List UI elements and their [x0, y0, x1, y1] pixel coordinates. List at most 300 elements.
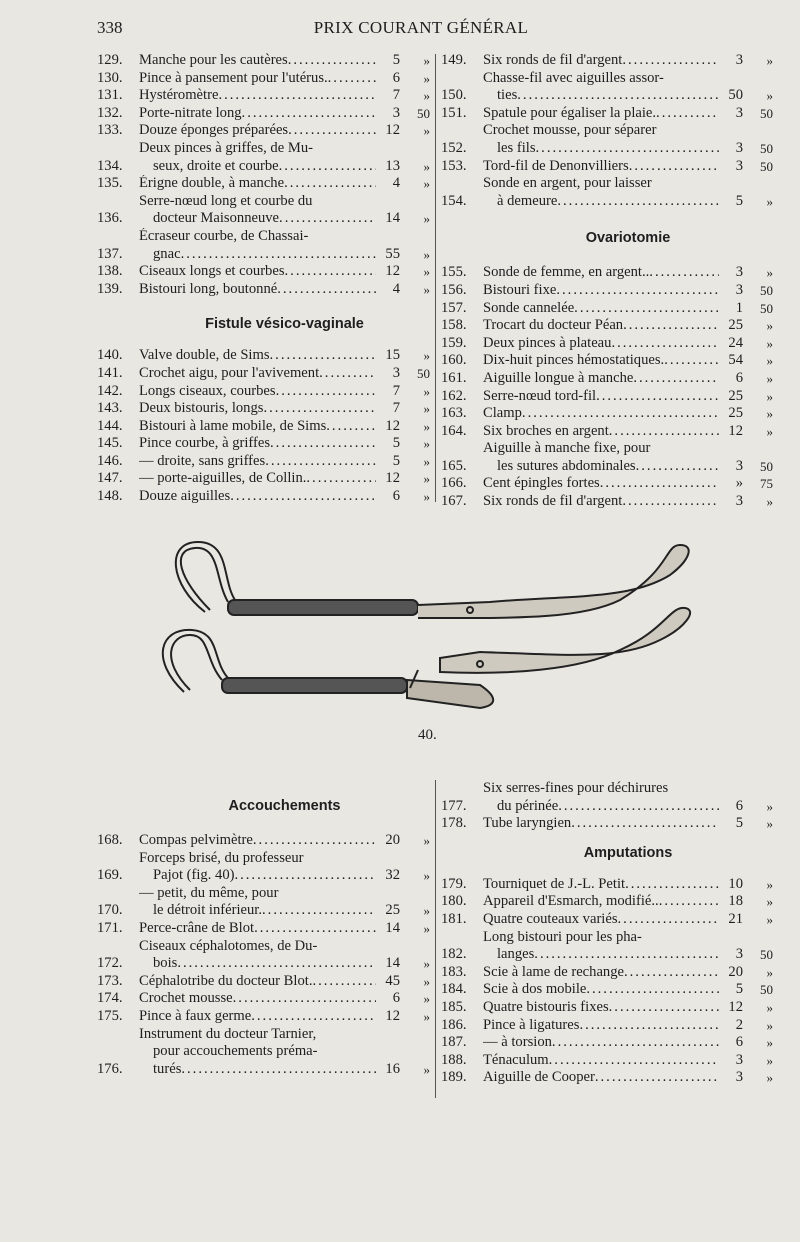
item-description — [483, 405, 719, 423]
item-number: 157. — [441, 299, 467, 316]
item-text: Ciseaux céphalotomes, de Du- — [139, 937, 318, 954]
item-price — [376, 383, 430, 401]
leader-dots — [558, 798, 719, 816]
leader-dots — [326, 418, 376, 436]
item-description — [483, 876, 719, 894]
price-centimes: 50 — [760, 158, 773, 174]
item-description — [483, 423, 719, 441]
item-price — [719, 946, 773, 964]
item-number: 138. — [97, 263, 123, 280]
price-centimes: » — [766, 999, 773, 1015]
leader-dots — [279, 210, 376, 228]
item-text: Serre-nœud tord-fil — [483, 387, 597, 404]
price-francs: 3 — [735, 493, 743, 510]
item-number: 155. — [441, 264, 467, 281]
catalog-item — [97, 365, 430, 383]
running-title: PRIX COURANT GÉNÉRAL — [313, 18, 529, 37]
item-price — [376, 281, 430, 299]
price-francs: 3 — [735, 264, 743, 281]
item-number: 182. — [441, 946, 467, 963]
leader-dots — [596, 388, 719, 406]
catalog-item — [441, 158, 773, 176]
price-centimes: » — [766, 335, 773, 351]
catalog-item — [441, 175, 773, 210]
item-price — [376, 990, 430, 1008]
item-list-accouchements — [97, 832, 430, 1078]
item-description — [483, 493, 719, 511]
item-text: Érigne double, à manche — [139, 175, 285, 192]
item-description — [483, 388, 719, 406]
item-price — [719, 1017, 773, 1035]
catalog-item — [441, 70, 773, 105]
item-description — [483, 475, 719, 493]
leader-dots — [279, 158, 376, 176]
price-francs: 25 — [728, 317, 743, 334]
price-centimes: » — [766, 88, 773, 104]
item-price — [376, 973, 430, 991]
item-number: 129. — [97, 52, 123, 68]
leader-dots — [611, 335, 719, 353]
item-number: 147. — [97, 470, 123, 487]
item-text: Scie à dos mobile — [483, 981, 587, 998]
catalog-item — [441, 335, 773, 353]
catalog-item — [441, 876, 773, 894]
price-francs: 12 — [728, 998, 743, 1015]
leader-dots — [609, 999, 719, 1017]
leader-dots — [234, 867, 376, 885]
item-number: 154. — [441, 192, 467, 209]
item-text: Bistouri fixe — [483, 281, 557, 298]
item-number: 140. — [97, 347, 123, 364]
item-number: 180. — [441, 893, 467, 910]
section-heading-accouchements: Accouchements — [228, 798, 341, 814]
price-francs: 25 — [385, 902, 400, 919]
price-francs: 6 — [735, 369, 743, 386]
item-number: 184. — [441, 981, 467, 998]
price-centimes: 50 — [760, 982, 773, 998]
price-francs: 5 — [392, 435, 400, 452]
item-text: Pince à ligatures — [483, 1016, 580, 1033]
price-centimes: » — [423, 88, 430, 104]
price-francs: 55 — [385, 245, 400, 262]
forceps-illustration — [150, 540, 710, 740]
item-number: 136. — [97, 210, 123, 227]
page-header — [97, 18, 745, 44]
item-text: Serre-nœud long et courbe du — [139, 192, 313, 209]
item-description — [139, 1026, 376, 1079]
item-description — [139, 193, 376, 228]
item-price — [719, 352, 773, 370]
price-francs: 3 — [735, 281, 743, 298]
leader-dots — [277, 281, 376, 299]
price-centimes: » — [423, 453, 430, 469]
price-francs: 12 — [385, 470, 400, 487]
leader-dots — [242, 105, 376, 123]
leader-dots — [633, 370, 719, 388]
leader-dots — [265, 453, 376, 471]
price-francs: 45 — [385, 972, 400, 989]
catalog-item — [97, 488, 430, 506]
item-text: Céphalotribe du docteur Blot. — [139, 972, 313, 989]
item-description — [483, 815, 719, 833]
price-centimes: » — [423, 70, 430, 86]
item-price — [719, 1034, 773, 1052]
price-francs: 14 — [385, 210, 400, 227]
item-number: 188. — [441, 1051, 467, 1068]
item-description — [483, 317, 719, 335]
item-price — [376, 418, 430, 436]
item-price — [376, 832, 430, 850]
item-text: Scie à lame de rechange — [483, 963, 624, 980]
item-price — [376, 210, 430, 228]
item-description — [483, 911, 719, 929]
item-text: — petit, du même, pour — [139, 884, 279, 901]
item-price — [719, 388, 773, 406]
price-francs: 18 — [728, 893, 743, 910]
item-description — [139, 885, 376, 920]
price-centimes: » — [423, 436, 430, 452]
catalog-item — [441, 981, 773, 999]
item-text: Crochet mousse, pour séparer — [483, 122, 657, 139]
item-text: Perce-crâne de Blot — [139, 919, 255, 936]
item-number: 156. — [441, 281, 467, 298]
item-number: 162. — [441, 387, 467, 404]
section-heading-fistule: Fistule vésico-vaginale — [205, 316, 364, 333]
left-column-bottom — [97, 798, 430, 1078]
catalog-item — [441, 264, 773, 282]
item-description — [483, 352, 719, 370]
item-number: 161. — [441, 369, 467, 386]
item-description — [139, 52, 376, 70]
leader-dots — [306, 470, 376, 488]
leader-dots — [609, 423, 719, 441]
price-centimes: » — [423, 903, 430, 919]
item-description — [483, 70, 719, 105]
item-description — [139, 122, 376, 140]
item-text: Valve double, de Sims — [139, 347, 270, 364]
price-centimes: » — [423, 264, 430, 280]
catalog-item — [97, 435, 430, 453]
price-centimes: » — [423, 123, 430, 139]
price-centimes: » — [766, 265, 773, 281]
item-description — [139, 263, 376, 281]
leader-dots — [177, 955, 376, 973]
leader-dots — [181, 246, 376, 264]
catalog-item — [97, 52, 430, 70]
item-text: Tord-fil de Denonvilliers — [483, 157, 629, 174]
item-list-perinee — [441, 780, 773, 833]
item-number: 144. — [97, 417, 123, 434]
item-description — [139, 990, 376, 1008]
item-text: langes — [497, 946, 535, 963]
price-centimes: » — [766, 1070, 773, 1086]
catalog-item — [97, 193, 430, 228]
price-centimes: » — [423, 956, 430, 972]
leader-dots — [622, 52, 719, 70]
item-number: 167. — [441, 493, 467, 510]
item-description — [483, 1052, 719, 1070]
leader-dots — [319, 365, 376, 383]
leader-dots — [622, 493, 719, 511]
item-description — [483, 999, 719, 1017]
catalog-item — [97, 885, 430, 920]
price-centimes: » — [423, 383, 430, 399]
price-francs: 20 — [385, 832, 400, 848]
item-price — [376, 435, 430, 453]
item-number: 171. — [97, 919, 123, 936]
price-francs: 6 — [735, 797, 743, 814]
price-centimes: » — [423, 53, 430, 68]
item-price — [376, 365, 430, 383]
item-text: les sutures abdominales — [497, 457, 636, 474]
right-column-bottom — [441, 780, 773, 1087]
item-number: 178. — [441, 815, 467, 832]
item-number: 165. — [441, 457, 467, 474]
price-francs: 5 — [735, 981, 743, 998]
price-centimes: » — [766, 193, 773, 209]
item-price — [376, 470, 430, 488]
item-number: 183. — [441, 963, 467, 980]
price-centimes: » — [766, 911, 773, 927]
item-description — [483, 780, 719, 815]
price-centimes: » — [423, 471, 430, 487]
price-francs: 3 — [735, 139, 743, 156]
price-francs: 25 — [728, 387, 743, 404]
catalog-item — [97, 347, 430, 365]
item-price — [376, 105, 430, 123]
item-text: Six ronds de fil d'argent — [483, 52, 623, 68]
price-centimes: » — [766, 1052, 773, 1068]
item-text: Deux bistouris, longs — [139, 400, 264, 417]
catalog-item — [441, 929, 773, 964]
catalog-item — [441, 893, 773, 911]
price-francs: 13 — [385, 157, 400, 174]
item-number: 131. — [97, 87, 123, 104]
catalog-item — [97, 470, 430, 488]
price-francs: 6 — [735, 1034, 743, 1051]
item-description — [139, 87, 376, 105]
item-text: Aiguille de Cooper — [483, 1069, 595, 1086]
price-centimes: » — [766, 798, 773, 814]
leader-dots — [659, 893, 719, 911]
price-francs: 4 — [392, 280, 400, 297]
item-number: 133. — [97, 122, 123, 139]
item-price — [719, 964, 773, 982]
leader-dots — [571, 815, 719, 833]
item-text: Dix-huit pinces hémostatiques. — [483, 352, 665, 369]
left-column-top — [97, 52, 430, 506]
item-price — [376, 122, 430, 140]
item-price — [719, 317, 773, 335]
item-price — [719, 370, 773, 388]
item-text: turés — [153, 1060, 182, 1077]
item-list-continued — [441, 52, 773, 210]
price-centimes: » — [423, 868, 430, 884]
price-centimes: » — [766, 1017, 773, 1033]
item-list-fistule — [97, 347, 430, 505]
leader-dots — [270, 435, 376, 453]
item-number: 137. — [97, 245, 123, 262]
price-centimes: » — [423, 973, 430, 989]
item-description — [139, 973, 376, 991]
item-text: Six serres-fines pour déchirures — [483, 780, 669, 796]
price-francs: 7 — [392, 400, 400, 417]
catalog-item — [97, 228, 430, 263]
price-francs: 3 — [735, 1069, 743, 1086]
catalog-item — [97, 1026, 430, 1079]
price-francs: 5 — [392, 452, 400, 469]
price-francs: 12 — [728, 422, 743, 439]
item-text: Longs ciseaux, courbes — [139, 382, 276, 399]
item-description — [139, 920, 376, 938]
section-heading-ovariotomie: Ovariotomie — [585, 230, 671, 247]
item-number: 135. — [97, 175, 123, 192]
price-centimes: » — [766, 318, 773, 334]
item-number: 153. — [441, 157, 467, 174]
item-text: à demeure — [497, 192, 558, 209]
item-text: — à torsion — [483, 1034, 552, 1051]
item-text: Deux pinces à plateau — [483, 334, 612, 351]
item-text: Porte-nitrate long — [139, 104, 242, 121]
item-description — [483, 964, 719, 982]
price-francs: 25 — [728, 405, 743, 422]
item-text: Pajot (fig. 40) — [153, 867, 235, 884]
item-number: 149. — [441, 52, 467, 68]
item-text: Bistouri à lame mobile, de Sims — [139, 417, 327, 434]
item-text: Six broches en argent — [483, 422, 609, 439]
price-centimes: » — [423, 418, 430, 434]
item-description — [139, 850, 376, 885]
item-number: 185. — [441, 998, 467, 1015]
leader-dots — [536, 140, 719, 158]
price-centimes: » — [766, 964, 773, 980]
section-heading-amputations: Amputations — [583, 844, 673, 861]
price-centimes: 50 — [760, 947, 773, 963]
item-description — [483, 370, 719, 388]
item-text: Appareil d'Esmarch, modifié.. — [483, 893, 659, 910]
price-centimes: » — [766, 53, 773, 68]
item-price — [719, 193, 773, 211]
catalog-item — [97, 105, 430, 123]
item-price — [719, 140, 773, 158]
leader-dots — [270, 347, 376, 365]
item-number: 176. — [97, 1060, 123, 1077]
item-number: 146. — [97, 452, 123, 469]
price-francs: 16 — [385, 1060, 400, 1077]
price-francs: 3 — [392, 104, 400, 121]
catalog-item — [441, 1052, 773, 1070]
item-text: Bistouri long, boutonné — [139, 280, 278, 297]
catalog-item — [97, 418, 430, 436]
catalog-item — [97, 990, 430, 1008]
item-text: le détroit inférieur. — [153, 902, 263, 919]
price-centimes: » — [423, 158, 430, 174]
item-description — [483, 1034, 719, 1052]
catalog-item — [441, 300, 773, 318]
page-number: 338 — [97, 18, 123, 37]
item-price — [719, 981, 773, 999]
price-francs: » — [735, 475, 743, 492]
price-francs: 7 — [392, 382, 400, 399]
item-text: Pince à faux germe — [139, 1007, 252, 1024]
item-text: Manche pour les cautères — [139, 52, 288, 68]
price-centimes: » — [766, 894, 773, 910]
item-text: Forceps brisé, du professeur — [139, 849, 304, 866]
price-francs: 12 — [385, 122, 400, 139]
leader-dots — [623, 317, 719, 335]
item-price — [719, 300, 773, 318]
item-description — [139, 938, 376, 973]
price-centimes: » — [766, 353, 773, 369]
item-description — [139, 418, 376, 436]
price-centimes: » — [423, 401, 430, 417]
item-description — [139, 435, 376, 453]
item-description — [139, 281, 376, 299]
price-centimes: » — [423, 489, 430, 505]
item-price — [376, 1061, 430, 1079]
price-centimes: » — [423, 1061, 430, 1077]
price-francs: 3 — [735, 52, 743, 68]
leader-dots — [254, 920, 376, 938]
item-text: Ténaculum — [483, 1051, 549, 1068]
price-centimes: » — [423, 246, 430, 262]
catalog-item — [441, 999, 773, 1017]
item-number: 169. — [97, 867, 123, 884]
item-price — [719, 158, 773, 176]
item-number: 166. — [441, 475, 467, 492]
item-description — [139, 228, 376, 263]
item-number: 179. — [441, 875, 467, 892]
item-price — [376, 955, 430, 973]
item-price — [376, 52, 430, 70]
leader-dots — [285, 263, 376, 281]
item-text: Aiguille à manche fixe, pour — [483, 440, 651, 457]
catalog-item — [441, 780, 773, 815]
item-number: 130. — [97, 69, 123, 86]
price-centimes: 50 — [760, 282, 773, 298]
price-centimes: 50 — [760, 300, 773, 316]
item-number: 143. — [97, 400, 123, 417]
catalog-item — [441, 440, 773, 475]
leader-dots — [251, 1008, 376, 1026]
item-text: Spatule pour égaliser la plaie. — [483, 104, 657, 121]
item-number: 150. — [441, 87, 467, 104]
item-number: 175. — [97, 1007, 123, 1024]
item-price — [376, 867, 430, 885]
price-francs: 50 — [728, 87, 743, 104]
price-centimes: » — [766, 816, 773, 832]
catalog-item — [441, 388, 773, 406]
leader-dots — [284, 175, 376, 193]
item-text: Quatre bistouris fixes — [483, 998, 609, 1015]
item-description — [483, 264, 719, 282]
item-text: Chasse-fil avec aiguilles assor- — [483, 69, 664, 86]
item-text: Crochet mousse — [139, 990, 233, 1007]
item-price — [719, 815, 773, 833]
catalog-item — [97, 850, 430, 885]
item-description — [483, 282, 719, 300]
catalog-item — [97, 973, 430, 991]
item-list-gynecology — [97, 52, 430, 298]
leader-dots — [276, 383, 376, 401]
catalog-item — [97, 920, 430, 938]
price-francs: 4 — [392, 175, 400, 192]
price-centimes: » — [423, 920, 430, 936]
item-price — [376, 263, 430, 281]
price-francs: 54 — [728, 352, 743, 369]
catalog-item — [441, 475, 773, 493]
item-description — [483, 981, 719, 999]
